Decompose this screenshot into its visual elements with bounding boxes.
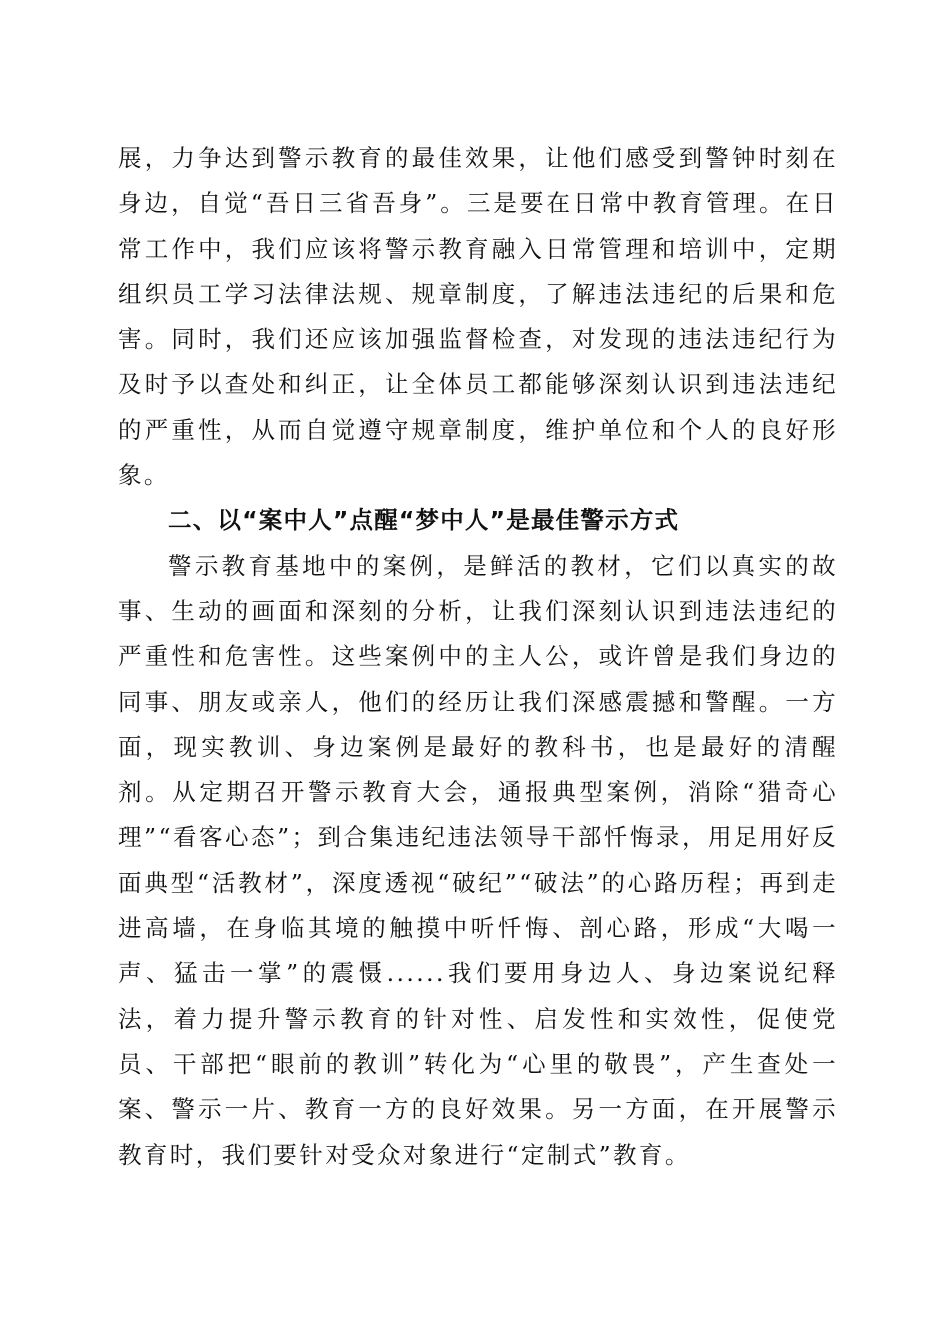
section-heading: 二、以“案中人”点醒“梦中人”是最佳警示方式 <box>168 506 680 535</box>
body-paragraph-continued: 展，力争达到警示教育的最佳效果，让他们感受到警钟时刻在身边，自觉“吾日三省吾身”。三是要在日常中教育管理。在日常工作中，我们应该将警示教育融入日常管理和培训中，定期组织员工学习法律法规、规章制度，了解违法违纪的后果和危害。同时，我们还应该加强监督检查，对发现的违法违纪行为及时予以查处和纠正，让全体员工都能够深刻认识到违法违纪的严重性，从而自觉遵守规章制度，维护单位和个人的良好形象。 <box>118 144 838 490</box>
body-paragraph: 警示教育基地中的案例，是鲜活的教材，它们以真实的故事、生动的画面和深刻的分析，让我们深刻认识到违法违纪的严重性和危害性。这些案例中的主人公，或许曾是我们身边的同事、朋友或亲人，他们的经历让我们深感震撼和警醒。一方面，现实教训、身边案例是最好的教科书，也是最好的清醒剂。从定期召开警示教育大会，通报典型案例，消除“猎奇心理”“看客心态”；到合集违纪违法领导干部忏悔录，用足用好反面典型“活教材”，深度透视“破纪”“破法”的心路历程；再到走进高墙，在身临其境的触摸中听忏悔、剖心路，形成“大喝一声、猛击一掌”的震慑......我们要用身边人、身边案说纪释法，着力提升警示教育的针对性、启发性和实效性，促使党员、干部把“眼前的教训”转化为“心里的敬畏”，产生查处一案、警示一片、教育一方的良好效果。另一方面，在开展警示教育时，我们要针对受众对象进行“定制式”教育。 <box>118 551 838 1169</box>
document-body <box>118 136 838 1178</box>
